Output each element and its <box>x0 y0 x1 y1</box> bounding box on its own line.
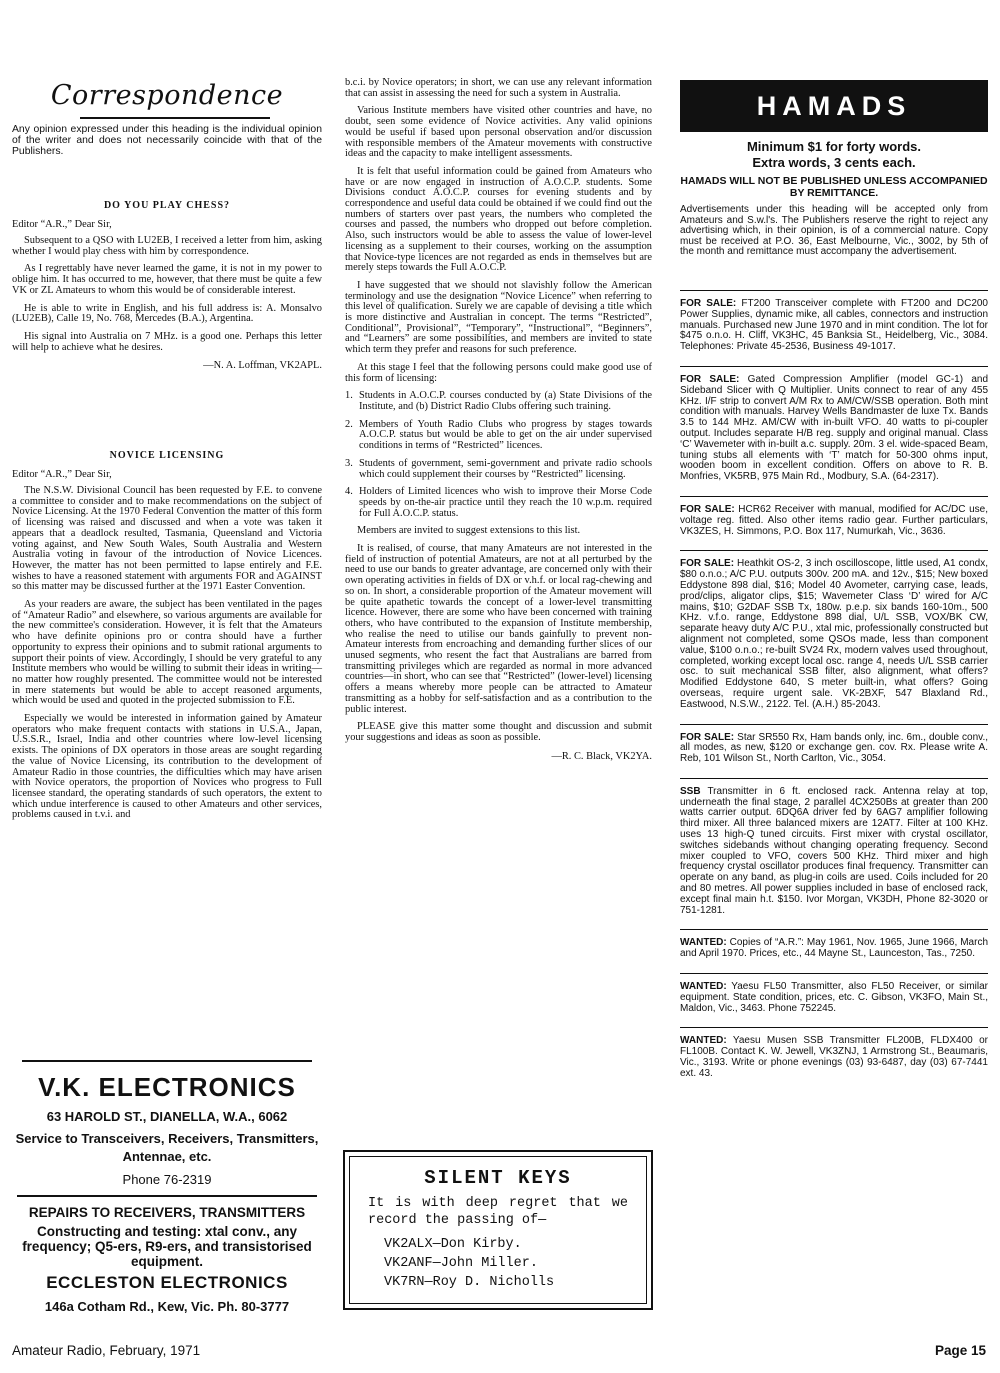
novice-paragraph: As your readers are aware, the subject has been ventilated in the pages of “Amateur Radio” and elsewhere, so various arguments are available for the new committee's consideration. However, it is felt that the Amateurs who have definite opinions pro or contra should have a further opportunity to express their opinions and to submit rational arguments to support their points of view. Accordingly, I should be very grateful to any Institute members who would be willing to submit their ideas in writing—no matter how roughly presented. The committee would not be interested in mere statements but would be able to accept reasoned arguments, which would be used and quoted in the projected submission to F.E. <box>12 599 322 707</box>
classified-ad: SSB Transmitter in 6 ft. enclosed rack. Antenna relay at top, underneath the final stage, 2 parallel 4CX250Bs at greater than 200 watts carrier output. 6DQ6A driver fed by 6AG7 amplifier following third mixer. All three balanced mixers are 12AT7. Filter at 100 KHz. uses 13 high-Q tuned circuits. First mixer with crystal oscillator, switches sidebands without changing operating frequency. Second mixer coupled to VFO, covers 500 KHz. Third mixer and high frequency crystal oscillator produces final frequency. Transmitter can operate on any band, as plug-in coils are used. Coils included for 20 and 80 metres. All power supplies included in base of enclosed rack, except final main h.t. $150. Ivor Morgan, VK3DH, Phone 82-3020 or 751-1281. <box>680 778 988 917</box>
vk-ad-address: 63 HAROLD ST., DIANELLA, W.A., 6062 <box>46 1109 288 1124</box>
title-divider <box>80 117 270 119</box>
chess-salutation: Editor “A.R.,” Dear Sir, <box>12 219 112 230</box>
classified-ad: FOR SALE: Star SR550 Rx, Ham bands only, inc. 6m., double conv., all modes, as new, $120 or exchange gen. cov. Rx. Please write A. Reb, 101 Wilson St., North Carlton, Vic., 3054. <box>680 724 988 765</box>
hamads-note: Advertisements under this heading will be accepted only from Amateurs and S.w.l's. The Publishers reserve the right to reject any advertising which, in their opinion, is of a commercial nature. Copy must be received at P.O. 36, East Melbourne, Vic., 3002, by 5th of the month and remittance must accompany the advertisement. <box>680 204 988 258</box>
classified-ad: FOR SALE: FT200 Transceiver complete with FT200 and DC200 Power Supplies, dynamic mike, all cables, connectors and instruction manuals. Purchased new June 1970 and in mint condition. The lot for $475 o.n.o. H. Cliff, VK3HC, 45 Banksia St., Heidelberg, Vic., 3084. Telephones: Private 45-2536, Business 49-1017. <box>680 290 988 353</box>
list-item: 1. Students in A.O.C.P. courses conducted by (a) State Divisions of the Institute, and (b) District Radio Clubs offering such training. <box>345 390 652 412</box>
novice-salutation: Editor “A.R.,” Dear Sir, <box>12 469 112 480</box>
silent-keys-name: VK2ANF—John Miller. <box>384 1256 538 1271</box>
classified-ad: FOR SALE: Heathkit OS-2, 3 inch oscilloscope, little used, A1 condx, $80 o.n.o.; A/C P.U. outputs 300v. 200 mA. and 12v., $15; New boxed Eddystone 898 dial, $16; Model 40 Avometer, carrying case, leads, prod/clips, aligator clips, $15; Wavemeter Class ‘D’ wired for A/C mains, $10; G2DAF SSB Tx, 180w. p.e.p. six bands 160-10m., 500 KHz. v.f.o. range, Eddystone 898 dial, U/L SSB, VOX/BK CW, separate heavy duty A/C P.U., xtal mic, professionally constructed but alignment not completed, some QSOs made, less than component value, $100 o.n.o.; re-built SV24 Rx, modern valves used throughout, completed, working except local osc. range 4, needs U/L SSB carrier osc. to suit mechanical SSB filter, also alignment, what offers? Modified Eddystone 640, S meter built-in, what offers? Going overseas, require urgent sale. VK-2BXF, 547 Blaxland Rd., Eastwood, N.S.W., 2122. Tel. (A.H.) 85-2043. <box>680 550 988 710</box>
vk-ad-phone: Phone 76-2319 <box>122 1172 212 1187</box>
eccleston-ad <box>12 1195 322 1314</box>
silent-keys-name: VK2ALX—Don Kirby. <box>384 1237 522 1252</box>
eccleston-repairs: REPAIRS TO RECEIVERS, TRANSMITTERS <box>28 1205 306 1220</box>
hamads-rates <box>680 139 988 170</box>
ad-divider <box>22 1060 312 1062</box>
novice-signature: —R. C. Black, VK2YA. <box>551 750 652 762</box>
footer-publication: Amateur Radio, February, 1971 <box>12 1343 201 1358</box>
novice-paragraph: It is felt that useful information could be gained from Amateurs who have or are now engaged in instruction of A.O.C.P. students. Some Divisions conduct A.O.C.P. courses for evening students and by correspondence and useful data could be obtained if we could find out the numbers of starters over past years, the numbers who completed the courses and passed, the numbers who dropped out before completion. Also, such instructors would be able to assess the value of lower-level licensing as a supplement to their courses, working on the assumption that Novice-type licences are not regarded as ends in themselves but are merely steps towards the Full A.O.C.P. <box>345 165 652 274</box>
novice-paragraph: Various Institute members have visited other countries and have, no doubt, seen some evidence of Novice activities. Any valid opinions would be useful if based upon personal observation and/or discussion with responsible members of the Amateur movements with constructive ideas and the capacity to make intelligent assessments. <box>345 105 652 160</box>
vk-electronics-ad <box>12 1060 322 1187</box>
chess-signature: —N. A. Loffman, VK2APL. <box>203 360 322 372</box>
chess-paragraph: His signal into Australia on 7 MHz. is a good one. Perhaps this letter will help to achieve what he desires. <box>12 330 322 353</box>
novice-paragraph: I have suggested that we should not slavishly follow the American terminology and use the designation “Novice Licence” when referring to this level of qualification. Surely we are capable of devising a title which is more distinctive and Australian in concept. The terms “Restricted”, Conditional”, Provisional”, “Temporary”, “Instructional”, “Beginners”, and “Learners” are some possibilities, and members are invited to state which term they prefer and reasons for such preference. <box>345 279 652 356</box>
silent-keys-title: SILENT KEYS <box>424 1167 572 1189</box>
hamads-list <box>680 290 988 1093</box>
hamads-min: Minimum $1 for forty words. <box>746 139 922 154</box>
chess-letter-heading: DO YOU PLAY CHESS? <box>103 200 231 211</box>
classified-ad: FOR SALE: Gated Compression Amplifier (model GC-1) and Sideband Slicer with Q Multiplier. Units connect to rear of any 455 KHz. I/F strip to convert A/M Rx to AM/CW/SSB operation. Both mint condition with manuals. Harvey Wells Bandmaster de luxe Tx. Bands 3.5 to 144 MHz. AM/CW with in-built VFO. 40 watts to pi-coupler output. Includes separate H/B reg. supply and original manual. Class ‘C’ Wavemeter with in-built a.c. supply. 20m. 3 el. wide-spaced Beam, tuning stubs all elements with ‘T’ match for 50-300 ohms input, wooden boom in excellent condition. Offers on above to R. B. Monfries, VK5RB, 975 Main Rd., Modbury, S.A. (64-2317). <box>680 366 988 483</box>
hamads-extra: Extra words, 3 cents each. <box>752 154 916 170</box>
eccleston-construct: Constructing and testing: xtal conv., any frequency; Q5-ers, R9-ers, and transistorised equipment. <box>22 1224 312 1269</box>
eccleston-address: 146a Cotham Rd., Kew, Vic. Ph. 80-3777 <box>44 1299 290 1314</box>
chess-paragraph: As I regrettably have never learned the game, it is not in my power to oblige him. It has occurred to me, however, that there must be quite a few VK or ZL Amateurs to whom this would be of considerable interest. <box>12 263 322 296</box>
novice-paragraph: PLEASE give this matter some thought and discussion and submit your suggestions and ideas as soon as possible. <box>345 721 652 743</box>
novice-letter-heading: NOVICE LICENSING <box>109 450 225 461</box>
classified-ad: FOR SALE: HCR62 Receiver with manual, modified for AC/DC use, voltage reg. fitted. Also other items radio gear. Further particulars, VK3ZES, H. Simmons, P.O. Box 117, Numurkah, Vic., 3636. <box>680 496 988 537</box>
hamads-warning: HAMADS WILL NOT BE PUBLISHED UNLESS ACCOMPANIED BY REMITTANCE. <box>680 175 988 199</box>
silent-keys-name: VK7RN—Roy D. Nicholls <box>384 1275 555 1290</box>
vk-ad-service: Service to Transceivers, Receivers, Transmitters, Antennae, etc. <box>15 1131 319 1164</box>
list-item: 3. Students of government, semi-government and private radio schools which could supplement their courses by “Restricted” licensing. <box>345 457 652 480</box>
vk-ad-name: V.K. ELECTRONICS <box>38 1072 296 1102</box>
novice-paragraph: It is realised, of course, that many Amateurs are not interested in the field of instruction of potential Amateurs, are not at all perturbed by the need to use our bands to greater advantage, are concerned only with their own operating activities in fields of DX or v.h.f. or local rag-chewing and so on. In short, a considerable proportion of the Amateur movement will be quite apathetic towards the concept of a lower-level transmitting licence. However, there are some who have been concerned with training others, who have contributed to the expansion of Institute membership, who realise the need to utilise our bands gainfully to prevent non-Amateur interests from encroaching and demanding further slices of our unused segments, who resent the fact that Australians are barred from transmitting privileges which are regarded as normal in more advanced countries—in short, who can see that “Restricted” (lower-level) licensing offers a means whereby more people can be attracted to Amateur transmitting as a hobby for self-satisfaction and as a contribution to the public interest. <box>345 543 652 715</box>
correspondence-title: Correspondence <box>50 80 284 111</box>
ad-divider <box>17 1195 317 1197</box>
novice-paragraph: At this stage I feel that the following persons could make good use of this form of licensing: <box>345 361 652 384</box>
chess-letter <box>12 200 322 377</box>
footer-page-number: Page 15 <box>934 1343 986 1358</box>
hamads-title: HAMADS <box>680 80 988 132</box>
eccleston-name: ECCLESTON ELECTRONICS <box>46 1273 288 1292</box>
list-item: 4. Holders of Limited licences who wish to improve their Morse Code speeds by on-the-air practice until they reach the 10 w.p.m. required for Full A.O.C.P. status. <box>345 486 652 519</box>
classified-ad: WANTED: Copies of “A.R.”: May 1961, Nov. 1965, June 1966, March and April 1970. Prices, etc., 44 Mayne St., Launceston, Tas., 7250. <box>680 929 988 960</box>
list-item: 2. Members of Youth Radio Clubs who progress by stages towards A.O.C.P. status but would be able to get on the air under supervised conditions in terms of “Restricted” licences. <box>345 418 652 452</box>
classified-ad: WANTED: Yaesu Musen SSB Transmitter FL200B, FLDX400 or FL100B. Contact K. W. Jewell, VK3ZNJ, 1 Armstrong St., Beaumaris, Vic., 3193. Write or phone evenings (03) 93-6487, day (03) 67-7441 ext. 43. <box>680 1027 988 1079</box>
novice-paragraph: Especially we would be interested in information gained by Amateur operators who make frequent contacts with stations in U.S.A., Japan, U.S.S.R., Israel, India and other countries where low-level licensing exists. The opinions of DX operators in those areas are sought regarding the value of Novice Licensing, its contribution to the development of Amateur Radio in those countries, the difficulties which may have arisen with Novice operators, the proportion of Novices who progress to Full licensee standard, the operating standards of such operators, the extent to which undue interference is caused to other Amateurs and other services, problems caused in t.v.i. and <box>12 713 322 821</box>
novice-letter-part1 <box>12 450 322 828</box>
chess-paragraph: Subsequent to a QSO with LU2EB, I received a letter from him, asking whether I would play chess with him by correspondence. <box>12 235 322 257</box>
novice-paragraph: The N.S.W. Divisional Council has been requested by F.E. to convene a committee to consider and to make recommendations on the subject of Novice Licensing. At the 1970 Federal Convention the matter of this form of licensing was raised and discussed and when a vote was taken it appears that a deadlock resulted, Tasmania, Queensland and Victoria voting against, and New South Wales, South Australia and Western Australia voting in favour of the introduction of Novice Licences. However, the matter has not been permitted to lapse entirely and F.E. wishes to have a reasoned statement with arguments FOR and AGAINST so this matter may be discussed further at the 1971 Easter Convention. <box>12 485 322 593</box>
novice-paragraph: Members are invited to suggest extensions to this list. <box>357 525 581 537</box>
silent-keys-text: It is with deep regret that we record the passing of— <box>368 1196 628 1228</box>
chess-paragraph: He is able to write in English, and his full address is: A. Monsalvo (LU2EB), Calle 19, No. 768, Mercedes (B.A.), Argentina. <box>12 302 322 325</box>
correspondence-disclaimer: Any opinion expressed under this heading is the individual opinion of the writer and does not necessarily coincide with that of the Publishers. <box>12 124 322 157</box>
silent-keys-box <box>343 1150 653 1310</box>
novice-paragraph: b.c.i. by Novice operators; in short, we can use any relevant information that can assist in assessing the need for such a system in Australia. <box>345 77 652 99</box>
classified-ad: WANTED: Yaesu FL50 Transmitter, also FL50 Receiver, or similar equipment. State condition, prices, etc. C. Gibson, VK3FO, Main St., Maldon, Vic., 3463. Phone 752245. <box>680 973 988 1014</box>
novice-letter-part2 <box>345 78 652 768</box>
